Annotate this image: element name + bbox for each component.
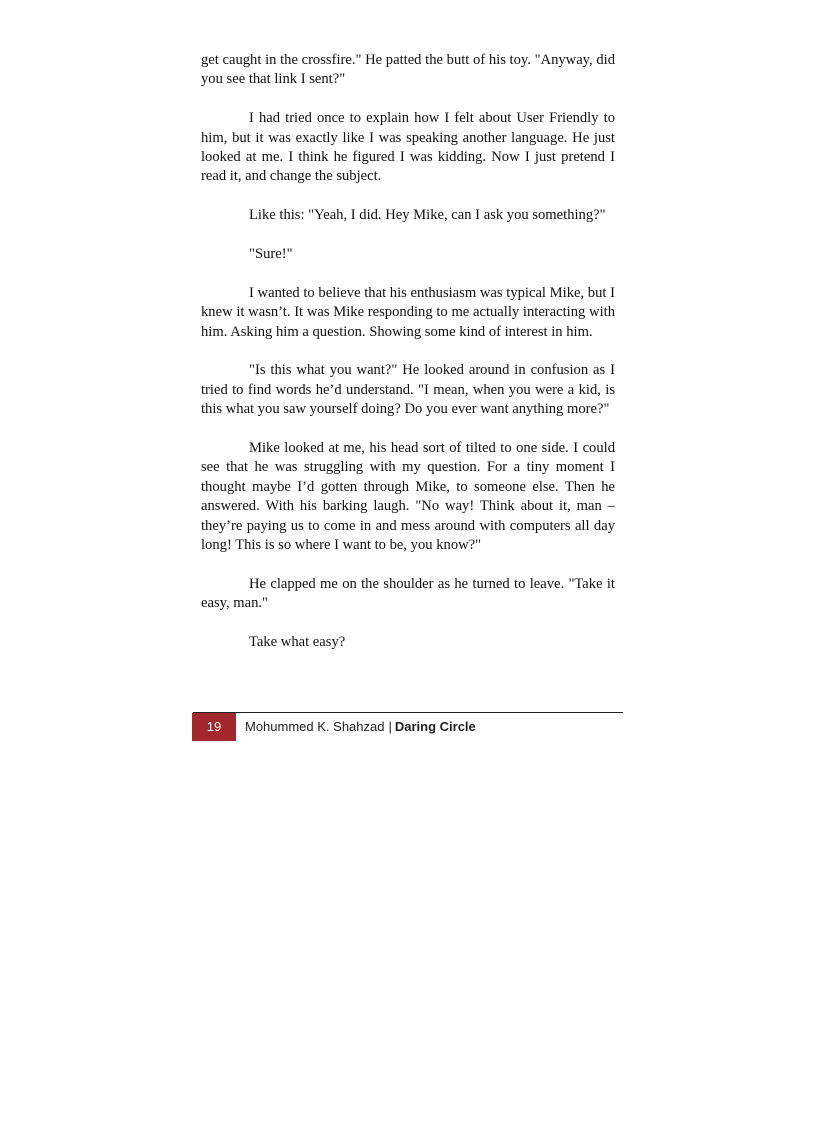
paragraph-9: Take what easy?: [249, 634, 346, 651]
page-number: 19: [192, 713, 236, 741]
footer-author: Mohummed K. Shahzad: [245, 719, 385, 734]
paragraph-5: I wanted to believe that his enthusiasm was typical Mike, but I knew it wasn’t. It was Mike responding to me actually interacting with him. Asking him a question. Showing some kind of interest in him.: [201, 284, 615, 340]
paragraph-6: "Is this what you want?" He looked around in confusion as I tried to find words he’d understand. "I mean, when you were a kid, is this what you saw yourself doing? Do you ever want anything more?": [201, 362, 615, 418]
page-body: [201, 51, 615, 672]
running-footer: [245, 713, 476, 741]
footer-separator: |: [388, 719, 392, 734]
paragraph-4: "Sure!": [249, 246, 293, 263]
paragraph-7: Mike looked at me, his head sort of tilted to one side. I could see that he was struggling with my question. For a tiny moment I thought maybe I’d gotten through Mike, to someone else. Then he answered. With his barking laugh. "No way! Think about it, man – they’re paying us to come in and mess around with computers all day long! This is so where I want to be, you know?": [201, 440, 615, 554]
paragraph-8: He clapped me on the shoulder as he turned to leave. "Take it easy, man.": [201, 575, 615, 612]
paragraph-3: Like this: "Yeah, I did. Hey Mike, can I ask you something?": [249, 207, 606, 224]
footer-book-title: Daring Circle: [394, 719, 476, 734]
paragraph-2: I had tried once to explain how I felt about User Friendly to him, but it was exactly like I was speaking another language. He just looked at me. I think he figured I was kidding. Now I just pretend I read it, and change the subject.: [201, 110, 615, 185]
paragraph-1: get caught in the crossfire." He patted the butt of his toy. "Anyway, did you see that link I sent?": [201, 52, 615, 88]
